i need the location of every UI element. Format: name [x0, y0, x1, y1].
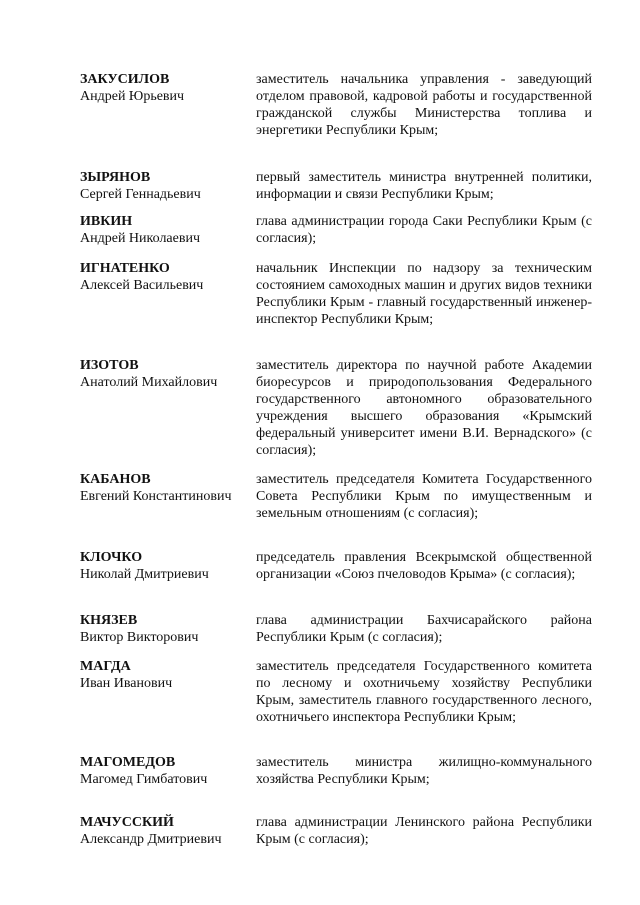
member-role: глава администрации города Саки Республики Крым (с согласия);: [256, 214, 592, 246]
member-given-names: Анатолий Михайлович: [80, 375, 218, 390]
member-given-names: Андрей Юрьевич: [80, 89, 185, 104]
member-role: заместитель директора по научной работе Академии биоресурсов и природопользования Федерального государственного автономного образовательного учреждения высшего образования «Крымский федеральный университет имени В.И. Вернадского» (с согласия);: [256, 358, 592, 458]
member-surname: КЛОЧКО: [80, 550, 143, 565]
member-role: заместитель министра жилищно-коммунального хозяйства Республики Крым;: [256, 755, 592, 787]
member-given-names: Сергей Геннадьевич: [80, 187, 201, 202]
member-given-names: Магомед Гимбатович: [80, 772, 208, 787]
member-surname: ЗАКУСИЛОВ: [80, 72, 170, 87]
member-surname: КНЯЗЕВ: [80, 613, 138, 628]
member-role: начальник Инспекции по надзору за техническим состоянием самоходных машин и других видов техники Республики Крым - главный государственный инженер-инспектор Республики Крым;: [256, 261, 592, 327]
member-given-names: Николай Дмитриевич: [80, 567, 209, 582]
member-given-names: Андрей Николаевич: [80, 231, 200, 246]
member-role: глава администрации Бахчисарайского района Республики Крым (с согласия);: [256, 613, 592, 645]
member-surname: ИВКИН: [80, 214, 133, 229]
member-role: первый заместитель министра внутренней политики, информации и связи Республики Крым;: [256, 170, 592, 202]
member-given-names: Александр Дмитриевич: [80, 832, 222, 847]
member-role: глава администрации Ленинского района Республики Крым (с согласия);: [256, 815, 592, 847]
member-surname: ИГНАТЕНКО: [80, 261, 170, 276]
member-surname: МАГОМЕДОВ: [80, 755, 176, 770]
member-given-names: Иван Иванович: [80, 676, 173, 691]
member-surname: ЗЫРЯНОВ: [80, 170, 151, 185]
member-role: заместитель председателя Комитета Государственного Совета Республики Крым по имущественным и земельным отношениям (с согласия);: [256, 472, 592, 521]
member-surname: КАБАНОВ: [80, 472, 151, 487]
member-role: председатель правления Всекрымской общественной организации «Союз пчеловодов Крыма» (с согласия);: [256, 550, 592, 582]
member-surname: ИЗОТОВ: [80, 358, 139, 373]
member-given-names: Евгений Константинович: [80, 489, 232, 504]
member-given-names: Виктор Викторович: [80, 630, 199, 645]
member-surname: МАЧУССКИЙ: [80, 815, 174, 830]
member-surname: МАГДА: [80, 659, 131, 674]
member-role: заместитель председателя Государственного комитета по лесному и охотничьему хозяйству Республики Крым, заместитель главного государственного лесного, охотничьего инспектора Республики Крым;: [256, 659, 592, 725]
member-role: заместитель начальника управления - заведующий отделом правовой, кадровой работы и государственной гражданской службы Министерства топлива и энергетики Республики Крым;: [256, 72, 592, 138]
member-given-names: Алексей Васильевич: [80, 278, 204, 293]
